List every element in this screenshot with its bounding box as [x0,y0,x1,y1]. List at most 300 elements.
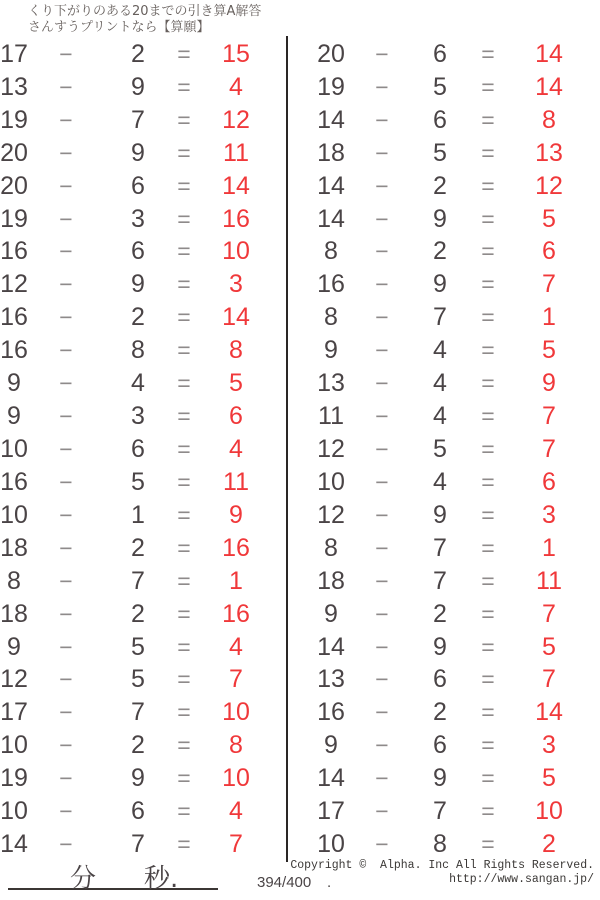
subtrahend: 6 [131,171,145,200]
answer: 5 [542,632,556,661]
equals-sign: = [481,370,495,397]
answer: 14 [222,303,250,332]
answer: 13 [535,138,563,167]
minuend: 18 [0,533,28,562]
answer: 4 [229,632,243,661]
equals-sign: = [481,205,495,232]
subtrahend: 3 [131,402,145,431]
problem-row [0,367,276,400]
website-url: http://www.sangan.jp/ [449,873,594,886]
minuend: 13 [317,369,345,398]
minus-sign: − [375,106,389,133]
equals-sign: = [481,271,495,298]
minuend: 14 [317,105,345,134]
subtrahend: 8 [433,830,447,859]
minuend: 10 [0,435,28,464]
answer: 11 [536,566,562,595]
minuend: 16 [0,237,28,266]
subtrahend: 7 [433,533,447,562]
answer: 7 [542,435,556,464]
answer: 2 [542,830,556,859]
equals-sign: = [177,304,191,331]
minuend: 14 [317,204,345,233]
equals-sign: = [481,40,495,67]
answer: 4 [229,435,243,464]
equals-sign: = [481,73,495,100]
equals-sign: = [481,699,495,726]
problem-row [0,38,276,71]
problem-row [300,104,600,137]
minus-sign: − [59,337,73,364]
answer: 1 [542,303,556,332]
answer: 14 [222,171,250,200]
problem-row [0,795,276,828]
minuend: 9 [324,599,338,628]
equals-sign: = [481,600,495,627]
minuend: 9 [7,369,21,398]
minuend: 17 [317,797,345,826]
subtrahend: 9 [131,270,145,299]
answer: 8 [229,336,243,365]
minus-sign: − [375,798,389,825]
minus-sign: − [375,139,389,166]
problem-row [300,664,600,697]
minus-sign: − [59,403,73,430]
answer: 3 [542,500,556,529]
problem-row [0,499,276,532]
minuend: 14 [317,632,345,661]
equals-sign: = [177,172,191,199]
equals-sign: = [481,666,495,693]
equals-sign: = [177,337,191,364]
answer: 16 [222,599,250,628]
problem-row [300,236,600,269]
subtrahend: 7 [433,303,447,332]
subtrahend: 6 [433,665,447,694]
page-title-line2: さんすうプリントなら【算願】 [28,20,210,35]
answer: 14 [535,72,563,101]
answer: 12 [535,171,563,200]
problem-row [0,137,276,170]
problem-row [300,400,600,433]
problem-row [300,268,600,301]
problem-row [300,499,600,532]
minus-sign: − [375,699,389,726]
subtrahend: 6 [131,435,145,464]
equals-sign: = [177,40,191,67]
minuend: 12 [317,500,345,529]
answer: 7 [542,665,556,694]
answer: 7 [229,665,243,694]
equals-sign: = [177,699,191,726]
answer: 5 [542,764,556,793]
minus-sign: − [59,666,73,693]
equals-sign: = [177,468,191,495]
answer: 16 [222,533,250,562]
subtrahend: 7 [131,698,145,727]
minuend: 9 [7,402,21,431]
subtrahend: 6 [433,731,447,760]
minuend: 18 [317,566,345,595]
equals-sign: = [481,172,495,199]
equals-sign: = [481,567,495,594]
answer: 9 [229,500,243,529]
page-title [28,4,261,36]
minuend: 16 [317,270,345,299]
subtrahend: 2 [433,237,447,266]
problem-row [300,696,600,729]
minuend: 20 [0,171,28,200]
minuend: 16 [0,336,28,365]
minuend: 19 [317,72,345,101]
minus-sign: − [375,501,389,528]
problem-row [0,696,276,729]
subtrahend: 6 [131,797,145,826]
subtrahend: 7 [433,797,447,826]
subtrahend: 2 [131,731,145,760]
answer: 14 [535,39,563,68]
problem-row [300,729,600,762]
answer: 7 [542,599,556,628]
subtrahend: 7 [131,830,145,859]
subtrahend: 9 [131,764,145,793]
minus-sign: − [59,238,73,265]
subtrahend: 9 [131,72,145,101]
minuend: 10 [0,500,28,529]
minus-sign: − [59,732,73,759]
equals-sign: = [481,534,495,561]
minus-sign: − [375,633,389,660]
minus-sign: − [375,337,389,364]
answer: 10 [222,698,250,727]
subtrahend: 4 [433,402,447,431]
minus-sign: − [375,468,389,495]
minus-sign: − [375,238,389,265]
minus-sign: − [59,106,73,133]
minuend: 19 [0,105,28,134]
minuend: 20 [0,138,28,167]
minus-sign: − [375,73,389,100]
problem-row [300,598,600,631]
answer: 4 [229,797,243,826]
minus-sign: − [59,765,73,792]
problem-row [300,466,600,499]
minus-sign: − [375,172,389,199]
equals-sign: = [177,831,191,858]
answer: 16 [222,204,250,233]
minuend: 14 [317,764,345,793]
answer: 8 [229,731,243,760]
equals-sign: = [177,600,191,627]
subtrahend: 7 [131,105,145,134]
subtrahend: 2 [131,39,145,68]
equals-sign: = [481,765,495,792]
problem-row [300,334,600,367]
problem-row [300,532,600,565]
minuend: 19 [0,764,28,793]
equals-sign: = [177,403,191,430]
page-number: 394/400 [257,874,312,891]
problem-row [0,301,276,334]
equals-sign: = [481,304,495,331]
equals-sign: = [177,567,191,594]
copyright-text: Copyright © Alpha. Inc All Rights Reserved. [290,859,594,872]
minuend: 16 [317,698,345,727]
equals-sign: = [481,468,495,495]
minuend: 11 [318,402,344,431]
minus-sign: − [59,501,73,528]
problem-row [300,795,600,828]
problem-row [0,71,276,104]
answer: 6 [542,237,556,266]
problem-row [300,433,600,466]
minuend: 10 [0,797,28,826]
subtrahend: 8 [131,336,145,365]
equals-sign: = [481,831,495,858]
problem-row [300,137,600,170]
problem-row [0,565,276,598]
answer: 7 [229,830,243,859]
subtrahend: 6 [433,105,447,134]
minuend: 10 [317,467,345,496]
minuend: 10 [317,830,345,859]
subtrahend: 4 [433,369,447,398]
answer: 3 [542,731,556,760]
problem-row [0,828,276,861]
minus-sign: − [375,205,389,232]
problem-row [300,367,600,400]
equals-sign: = [177,436,191,463]
equals-sign: = [481,403,495,430]
equals-sign: = [177,765,191,792]
problem-row [0,532,276,565]
answer: 7 [542,270,556,299]
answer: 1 [542,533,556,562]
problem-row [300,565,600,598]
answer: 14 [535,698,563,727]
time-record-underline [8,888,218,890]
equals-sign: = [481,106,495,133]
minus-sign: − [59,534,73,561]
answer: 4 [229,72,243,101]
problem-row [0,400,276,433]
minus-sign: − [59,468,73,495]
minus-sign: − [375,666,389,693]
problem-row [0,433,276,466]
minus-sign: − [375,436,389,463]
minus-sign: − [375,304,389,331]
problem-row [0,334,276,367]
subtrahend: 9 [131,138,145,167]
minus-sign: − [59,436,73,463]
minus-sign: − [59,304,73,331]
minus-sign: − [59,139,73,166]
equals-sign: = [481,337,495,364]
subtrahend: 5 [433,72,447,101]
minus-sign: − [59,40,73,67]
problem-row [300,828,600,861]
minus-sign: − [59,172,73,199]
problem-row [300,762,600,795]
minuend: 17 [0,39,28,68]
minus-sign: − [59,205,73,232]
subtrahend: 9 [433,764,447,793]
minuend: 14 [0,830,28,859]
minus-sign: − [375,40,389,67]
subtrahend: 2 [131,599,145,628]
subtrahend: 9 [433,204,447,233]
equals-sign: = [177,238,191,265]
subtrahend: 4 [131,369,145,398]
problem-row [300,71,600,104]
subtrahend: 7 [433,566,447,595]
answer: 5 [542,204,556,233]
seconds-label: 秒. [144,864,179,894]
column-divider-line [286,36,288,862]
page-number-dot: . [327,874,332,891]
minuend: 20 [317,39,345,68]
minus-sign: − [375,732,389,759]
equals-sign: = [177,205,191,232]
problem-row [300,301,600,334]
equals-sign: = [177,501,191,528]
answer: 11 [223,138,249,167]
subtrahend: 6 [433,39,447,68]
answer: 10 [222,237,250,266]
answer: 5 [542,336,556,365]
minutes-label: 分 [70,864,97,894]
minus-sign: − [59,600,73,627]
minus-sign: − [375,600,389,627]
minus-sign: − [59,370,73,397]
minuend: 16 [0,467,28,496]
subtrahend: 9 [433,632,447,661]
minuend: 9 [7,632,21,661]
minuend: 12 [0,270,28,299]
subtrahend: 4 [433,336,447,365]
subtrahend: 5 [433,138,447,167]
answer: 9 [542,369,556,398]
minuend: 8 [324,237,338,266]
subtrahend: 7 [131,566,145,595]
minuend: 13 [0,72,28,101]
minuend: 14 [317,171,345,200]
equals-sign: = [481,139,495,166]
minuend: 9 [324,731,338,760]
problem-row [0,268,276,301]
problem-row [300,203,600,236]
page-title-line1: くり下がりのある20までの引き算A解答 [28,4,262,19]
minuend: 16 [0,303,28,332]
subtrahend: 3 [131,204,145,233]
minus-sign: − [59,271,73,298]
answer: 10 [222,764,250,793]
subtrahend: 6 [131,237,145,266]
minus-sign: − [375,271,389,298]
subtrahend: 9 [433,500,447,529]
subtrahend: 2 [433,171,447,200]
minuend: 8 [7,566,21,595]
answer: 5 [229,369,243,398]
subtrahend: 5 [131,665,145,694]
minuend: 10 [0,731,28,760]
minuend: 18 [317,138,345,167]
answer: 8 [542,105,556,134]
minus-sign: − [375,403,389,430]
answer: 12 [222,105,250,134]
minus-sign: − [375,370,389,397]
minuend: 8 [324,303,338,332]
minus-sign: − [59,798,73,825]
problem-row [0,236,276,269]
subtrahend: 2 [131,303,145,332]
minuend: 13 [317,665,345,694]
answer: 7 [542,402,556,431]
subtrahend: 2 [433,599,447,628]
minuend: 19 [0,204,28,233]
answer: 6 [229,402,243,431]
answer: 3 [229,270,243,299]
subtrahend: 9 [433,270,447,299]
answer: 1 [229,566,243,595]
problem-row [300,170,600,203]
subtrahend: 5 [131,467,145,496]
minus-sign: − [59,73,73,100]
minus-sign: − [59,699,73,726]
equals-sign: = [177,106,191,133]
subtrahend: 4 [433,467,447,496]
problem-row [300,631,600,664]
minuend: 8 [324,533,338,562]
minuend: 9 [324,336,338,365]
subtrahend: 1 [131,500,145,529]
problem-row [0,170,276,203]
problem-row [0,104,276,137]
problem-row [0,466,276,499]
problem-row [0,762,276,795]
subtrahend: 5 [131,632,145,661]
answer: 6 [542,467,556,496]
minuend: 12 [317,435,345,464]
equals-sign: = [481,732,495,759]
minuend: 12 [0,665,28,694]
equals-sign: = [481,501,495,528]
equals-sign: = [481,633,495,660]
minuend: 17 [0,698,28,727]
problem-row [0,203,276,236]
equals-sign: = [177,633,191,660]
column-left [0,38,276,861]
minus-sign: − [375,567,389,594]
equals-sign: = [481,238,495,265]
equals-sign: = [177,370,191,397]
equals-sign: = [481,798,495,825]
minus-sign: − [59,831,73,858]
answer: 10 [535,797,563,826]
column-right [300,38,600,861]
problem-row [0,729,276,762]
equals-sign: = [177,534,191,561]
problem-row [0,664,276,697]
minus-sign: − [375,831,389,858]
answer: 11 [223,467,249,496]
minuend: 18 [0,599,28,628]
problem-row [0,598,276,631]
minus-sign: − [375,534,389,561]
equals-sign: = [177,271,191,298]
subtrahend: 5 [433,435,447,464]
subtrahend: 2 [433,698,447,727]
